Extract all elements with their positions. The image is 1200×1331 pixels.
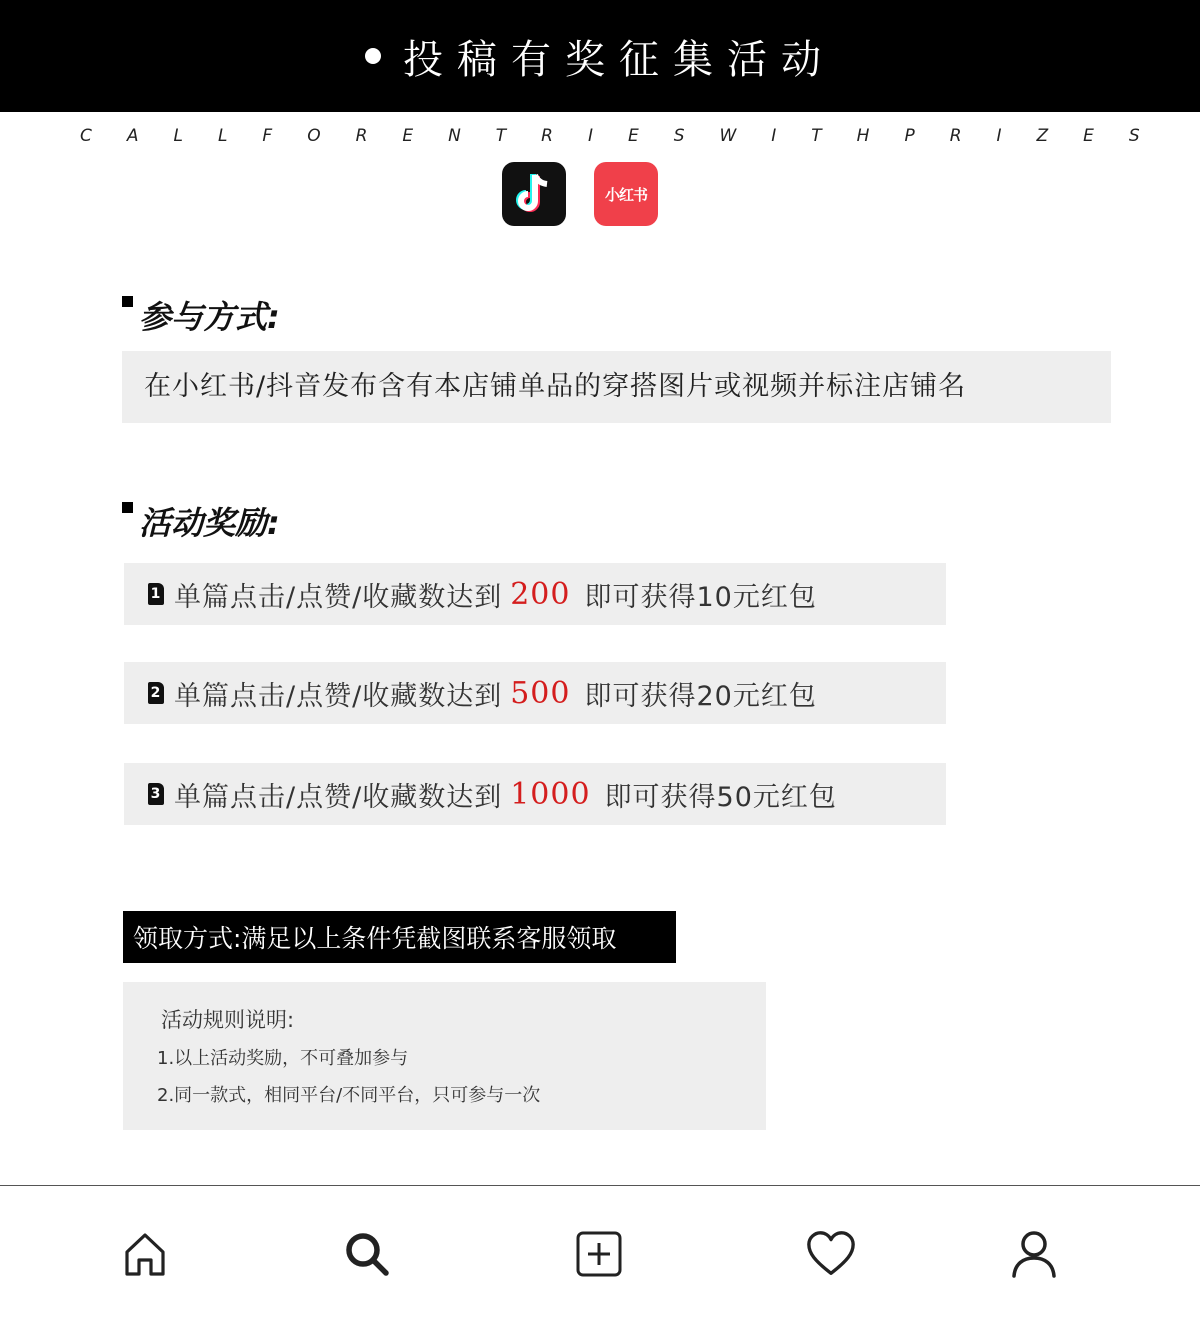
subtitle-letter: R	[355, 126, 368, 146]
subtitle-letter: E	[1083, 126, 1094, 146]
subtitle-call-for-entries	[80, 126, 1140, 146]
reward-amount: 即可获得50元红包	[604, 781, 837, 813]
profile-icon[interactable]	[1008, 1228, 1060, 1280]
add-post-icon[interactable]	[573, 1228, 625, 1280]
bottom-tab-bar	[0, 1186, 1200, 1331]
subtitle-letter: E	[627, 126, 639, 146]
reward-amount: 即可获得10元红包	[584, 581, 817, 613]
subtitle-letter: W	[719, 126, 737, 146]
platform-icons	[502, 162, 658, 226]
reward-number-badge: 1	[148, 583, 164, 605]
participation-box	[122, 351, 1111, 423]
subtitle-letter: P	[904, 126, 915, 146]
reward-number-badge: 3	[148, 783, 164, 805]
search-icon[interactable]	[341, 1228, 393, 1280]
claim-method-text: 领取方式:满足以上条件凭截图联系客服领取	[133, 924, 617, 953]
subtitle-letter: T	[811, 126, 822, 146]
reward-condition: 单篇点击/点赞/收藏数达到	[174, 680, 503, 712]
subtitle-letter: O	[307, 126, 321, 146]
subtitle-letter: Z	[1036, 126, 1049, 146]
xiaohongshu-label: 小红书	[604, 185, 647, 204]
claim-method-banner	[123, 911, 676, 963]
rewards-heading-text: 活动奖励:	[139, 504, 280, 542]
subtitle-letter: I	[587, 126, 593, 146]
reward-row-2	[124, 662, 946, 724]
rules-box	[123, 982, 766, 1130]
subtitle-letter: I	[996, 126, 1002, 146]
reward-threshold: 500	[510, 675, 571, 711]
heading-square-icon	[122, 502, 133, 513]
tiktok-app-icon	[502, 162, 566, 226]
subtitle-letter: E	[402, 126, 414, 146]
subtitle-letter: R	[541, 126, 553, 146]
rules-title: 活动规则说明:	[161, 1008, 295, 1032]
reward-threshold: 200	[510, 576, 571, 612]
page-title-text: 投稿有奖征集活动	[403, 36, 835, 83]
participation-heading-text: 参与方式:	[139, 298, 280, 336]
subtitle-letter: H	[856, 126, 870, 146]
reward-condition: 单篇点击/点赞/收藏数达到	[174, 581, 503, 613]
reward-row-3	[124, 763, 946, 825]
subtitle-letter: R	[949, 126, 962, 146]
subtitle-letter: N	[448, 126, 461, 146]
subtitle-letter: S	[673, 126, 685, 146]
subtitle-letter: C	[80, 126, 92, 146]
reward-number-badge: 2	[148, 682, 164, 704]
reward-amount: 即可获得20元红包	[584, 680, 817, 712]
subtitle-letter: I	[771, 126, 777, 146]
subtitle-letter: L	[173, 126, 183, 146]
xiaohongshu-app-icon	[594, 162, 658, 226]
rewards-heading	[122, 498, 280, 544]
page-title	[365, 28, 835, 85]
participation-heading	[122, 292, 280, 338]
reward-condition: 单篇点击/点赞/收藏数达到	[174, 781, 503, 813]
subtitle-letter: F	[262, 126, 273, 146]
heart-icon[interactable]	[805, 1228, 857, 1280]
subtitle-letter: L	[217, 126, 228, 146]
participation-text: 在小红书/抖音发布含有本店铺单品的穿搭图片或视频并标注店铺名	[144, 371, 967, 402]
subtitle-letter: T	[495, 126, 507, 146]
home-icon[interactable]	[119, 1228, 171, 1280]
heading-square-icon	[122, 296, 133, 307]
subtitle-letter: S	[1128, 126, 1140, 146]
reward-row-1	[124, 563, 946, 625]
header-bar	[0, 0, 1200, 112]
rules-line-1: 1.以上活动奖励，不可叠加参与	[157, 1048, 409, 1069]
reward-threshold: 1000	[510, 776, 591, 812]
rules-line-2: 2.同一款式，相同平台/不同平台，只可参与一次	[157, 1085, 541, 1106]
bullet-dot	[365, 48, 381, 64]
subtitle-letter: A	[126, 126, 139, 146]
